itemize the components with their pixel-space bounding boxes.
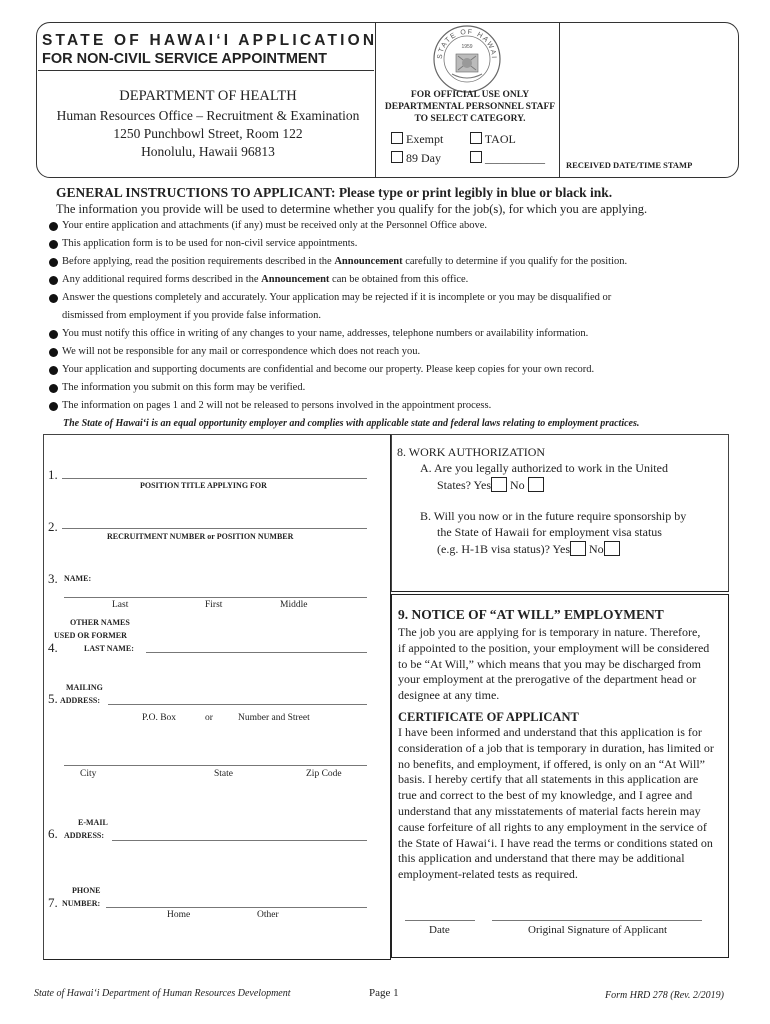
position-title-field[interactable] [62,478,367,479]
instruction-item: The information on pages 1 and 2 will not be released to persons involved in the appointment process. [62,400,491,411]
instruction-item: Your application and supporting documents are confidential and become our property. Please keep copies for your own record. [62,364,594,375]
department-name: DEPARTMENT OF HEALTH [119,88,297,104]
instruction-item: You must notify this office in writing of any changes to your name, addresses, telephone numbers or availability information. [62,328,588,339]
last-name-field-label: LAST NAME: [84,644,134,653]
address-label: ADDRESS: [60,696,101,705]
official-use-label: FOR OFFICIAL USE ONLY [410,90,530,100]
zip-code-label: Zip Code [306,769,342,779]
mailing-address-field[interactable] [108,704,367,705]
used-or-former-label: USED OR FORMER [54,631,127,640]
footer-agency: State of Hawai‘i Department of Human Resources Development [34,988,291,999]
email-field[interactable] [112,840,367,841]
certificate-text: I have been informed and understand that this application is for consideration of a job that is temporary in duration, has limited or no benefits, and employment, if offered, is only on an “At Will” basis. I hereby certify that all statements in this application are true and correct to the best of my knowledge, and I agree and understand that any misstatements of material facts herein may cause forfeiture of all rights to any employment in the service of the State of Hawai‘i. I have read the terms or conditions stated on this application and understand that there may be additional employment-related tests as required. [398,725,714,882]
q1-number: 1. [48,467,58,482]
instruction-item: Answer the questions completely and accurately. Your application may be rejected if it is incomplete or you may be disqualified or [62,292,611,303]
other-names-label: OTHER NAMES [70,618,130,627]
office-city: Honolulu, Hawaii 96813 [141,144,275,159]
seal-year: 1959 [461,44,473,50]
form-title-line2: FOR NON-CIVIL SERVICE APPOINTMENT [42,51,327,67]
taol-label: TAOL [484,132,516,146]
other-label[interactable]: __________ [485,151,545,165]
or-label: or [205,713,213,723]
signature-field[interactable] [492,920,702,921]
official-use-select: TO SELECT CATEGORY. [414,114,526,124]
option-89-day [391,151,441,166]
q4-number: 4. [48,640,58,655]
other-names-field[interactable] [146,652,367,653]
seal-text: STATE OF HAWAI [436,28,498,60]
day89-label: 89 Day [406,151,441,165]
form-title-line1: STATE OF HAWAI‘I APPLICATION [42,32,378,49]
taol-checkbox[interactable] [470,132,482,144]
exempt-label: Exempt [406,132,444,146]
number-street-label: Number and Street [238,713,310,723]
email-label: E-MAIL [78,818,108,827]
date-field[interactable] [405,920,475,921]
date-label: Date [429,924,450,936]
email-address-label: ADDRESS: [64,831,105,840]
option-taol [470,132,516,147]
q6-number: 6. [48,826,58,841]
work-auth-no-checkbox[interactable] [528,477,544,492]
first-name-label: First [205,600,223,610]
question-b-line1: B. Will you now or in the future require sponsorship by [420,509,687,523]
eeo-statement: The State of Hawai‘i is an equal opportunity employer and complies with applicable state and federal laws relating to employment practices. [63,418,640,429]
po-box-label: P.O. Box [142,713,177,723]
q7-number: 7. [48,895,58,910]
header-divider-2 [559,22,560,178]
sponsorship-no-checkbox[interactable] [604,541,620,556]
at-will-text: The job you are applying for is temporary in nature. Therefore, if appointed to the position, your employment will be considered to be “At Will,” which means that you may be discharged from your employment at the prerogative of the department head or designee at any time. [398,625,710,703]
q3-number: 3. [48,571,58,586]
q5-number: 5. [48,691,58,706]
q2-number: 2. [48,519,58,534]
instruction-item: We will not be responsible for any mail or correspondence which does not reach you. [62,346,420,357]
name-field[interactable] [64,597,367,598]
option-exempt [391,132,443,147]
mailing-label: MAILING [66,683,103,692]
page-number: Page 1 [369,987,399,999]
last-name-label: Last [112,600,129,610]
day89-checkbox[interactable] [391,151,403,163]
recruitment-number-field[interactable] [62,528,367,529]
state-label: State [214,769,233,779]
phone-number-label: NUMBER: [62,899,101,908]
middle-name-label: Middle [280,600,308,610]
question-a-line2: States? Yes No [437,477,544,494]
instruction-item: Your entire application and attachments (if any) must be received only at the Personnel Office above. [62,220,487,231]
city-state-zip-field[interactable] [64,765,367,766]
instruction-item-cont: dismissed from employment if you provide false information. [62,310,321,321]
instruction-item: This application form is to be used for non-civil service appointments. [62,238,357,249]
other-checkbox[interactable] [470,151,482,163]
option-other [470,151,545,166]
phone-label: PHONE [72,886,101,895]
form-number: Form HRD 278 (Rev. 2/2019) [605,990,724,1001]
at-will-title: 9. NOTICE OF “AT WILL” EMPLOYMENT [398,607,664,622]
certificate-title: CERTIFICATE OF APPLICANT [398,710,579,724]
question-b-line2: the State of Hawaii for employment visa status [437,525,662,539]
name-label: NAME: [64,574,92,583]
official-use-staff: DEPARTMENTAL PERSONNEL STAFF [384,102,556,112]
sponsorship-yes-checkbox[interactable] [570,541,586,556]
home-phone-label: Home [167,910,191,920]
office-street: 1250 Punchbowl Street, Room 122 [113,126,303,141]
position-title-label: POSITION TITLE APPLYING FOR [140,481,267,490]
signature-label: Original Signature of Applicant [528,924,667,936]
title-divider [38,70,374,71]
work-auth-yes-checkbox[interactable] [491,477,507,492]
instructions-subtitle: The information you provide will be used to determine whether you qualify for the job(s), for which you are applying. [56,202,648,216]
office-name: Human Resources Office – Recruitment & Examination [56,108,360,123]
work-authorization-title: 8. WORK AUTHORIZATION [397,445,546,459]
exempt-checkbox[interactable] [391,132,403,144]
instruction-item: The information you submit on this form may be verified. [62,382,305,393]
city-label: City [80,769,97,779]
instructions-title: GENERAL INSTRUCTIONS TO APPLICANT: Please type or print legibly in blue or black ink. [56,185,613,200]
instruction-item: Any additional required forms described in the Announcement can be obtained from this office. [62,274,468,285]
question-a-line1: A. Are you legally authorized to work in the United [420,461,668,475]
state-seal-logo [432,24,502,94]
phone-field[interactable] [106,907,367,908]
instruction-item: Before applying, read the position requirements described in the Announcement carefully to determine if you qualify for the position. [62,256,627,267]
recruitment-number-label: RECRUITMENT NUMBER or POSITION NUMBER [107,532,294,541]
other-phone-label: Other [257,910,279,920]
question-b-line3: (e.g. H-1B visa status)? Yes No [437,541,620,558]
received-stamp-label: RECEIVED DATE/TIME STAMP [566,160,693,170]
